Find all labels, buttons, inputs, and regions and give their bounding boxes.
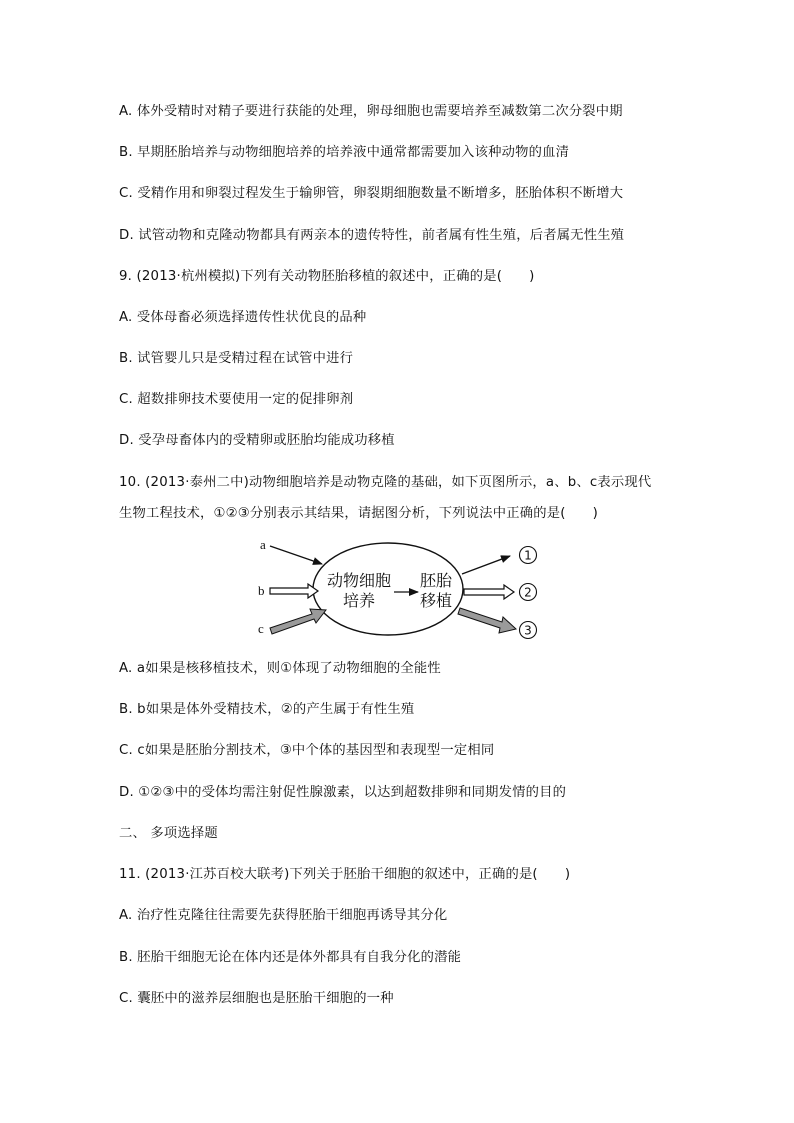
q10-option-c: C. c如果是胚胎分割技术，③中个体的基因型和表现型一定相同 [119, 743, 495, 758]
q9-stem: 9. (2013·杭州模拟)下列有关动物胚胎移植的叙述中，正确的是( ) [119, 269, 535, 284]
q11-option-b: B. 胚胎干细胞无论在体内还是体外都具有自我分化的潜能 [119, 950, 462, 965]
q10-stem-line2: 生物工程技术，①②③分别表示其结果，请据图分析，下列说法中正确的是( ) [119, 506, 599, 521]
cell-culture-label-line2: 培养 [342, 591, 376, 610]
embryo-transfer-label-line1: 胚胎 [419, 571, 453, 590]
arrow-out-1 [462, 556, 510, 574]
output-3-label: 3 [524, 623, 532, 638]
q9-option-c: C. 超数排卵技术要使用一定的促排卵剂 [119, 392, 354, 407]
q9-option-b: B. 试管婴儿只是受精过程在试管中进行 [119, 351, 354, 366]
section-heading-multiple-choice: 二、 多项选择题 [119, 826, 218, 841]
embryo-transfer-label-line2: 移植 [419, 591, 453, 610]
arrow-c [270, 609, 326, 634]
q10-option-a: A. a如果是核移植技术，则①体现了动物细胞的全能性 [119, 661, 441, 676]
input-a-label: a [260, 537, 266, 552]
q11-option-c: C. 囊胚中的滋养层细胞也是胚胎干细胞的一种 [119, 991, 394, 1006]
cell-culture-label-line1: 动物细胞 [326, 571, 392, 590]
arrow-out-2 [464, 585, 514, 599]
input-c-label: c [258, 621, 264, 636]
q10-stem-line1: 10. (2013·泰州二中)动物细胞培养是动物克隆的基础，如下页图所示，a、b、c表示现代 [119, 475, 652, 490]
input-b-label: b [258, 583, 265, 598]
output-2-label: 2 [524, 585, 532, 600]
arrow-out-3 [458, 608, 516, 633]
q8-option-b: B. 早期胚胎培养与动物细胞培养的培养液中通常都需要加入该种动物的血清 [119, 145, 570, 160]
q8-option-c: C. 受精作用和卵裂过程发生于输卵管，卵裂期细胞数量不断增多，胚胎体积不断增大 [119, 186, 624, 201]
q9-option-a: A. 受体母畜必须选择遗传性状优良的品种 [119, 310, 367, 325]
q11-option-a: A. 治疗性克隆往往需要先获得胚胎干细胞再诱导其分化 [119, 908, 448, 923]
q10-option-d: D. ①②③中的受体均需注射促性腺激素，以达到超数排卵和同期发情的目的 [119, 785, 567, 800]
q8-option-a: A. 体外受精时对精子要进行获能的处理，卵母细胞也需要培养至减数第二次分裂中期 [119, 104, 623, 119]
arrow-b [270, 584, 318, 598]
output-1-label: 1 [524, 548, 532, 563]
q8-option-d: D. 试管动物和克隆动物都具有两亲本的遗传特性，前者属有性生殖，后者属无性生殖 [119, 228, 625, 243]
arrow-a [270, 546, 322, 564]
q10-option-b: B. b如果是体外受精技术，②的产生属于有性生殖 [119, 702, 415, 717]
q9-option-d: D. 受孕母畜体内的受精卵或胚胎均能成功移植 [119, 433, 395, 448]
q11-stem: 11. (2013·江苏百校大联考)下列关于胚胎干细胞的叙述中，正确的是( ) [119, 867, 571, 882]
cloning-flow-diagram [256, 534, 546, 646]
